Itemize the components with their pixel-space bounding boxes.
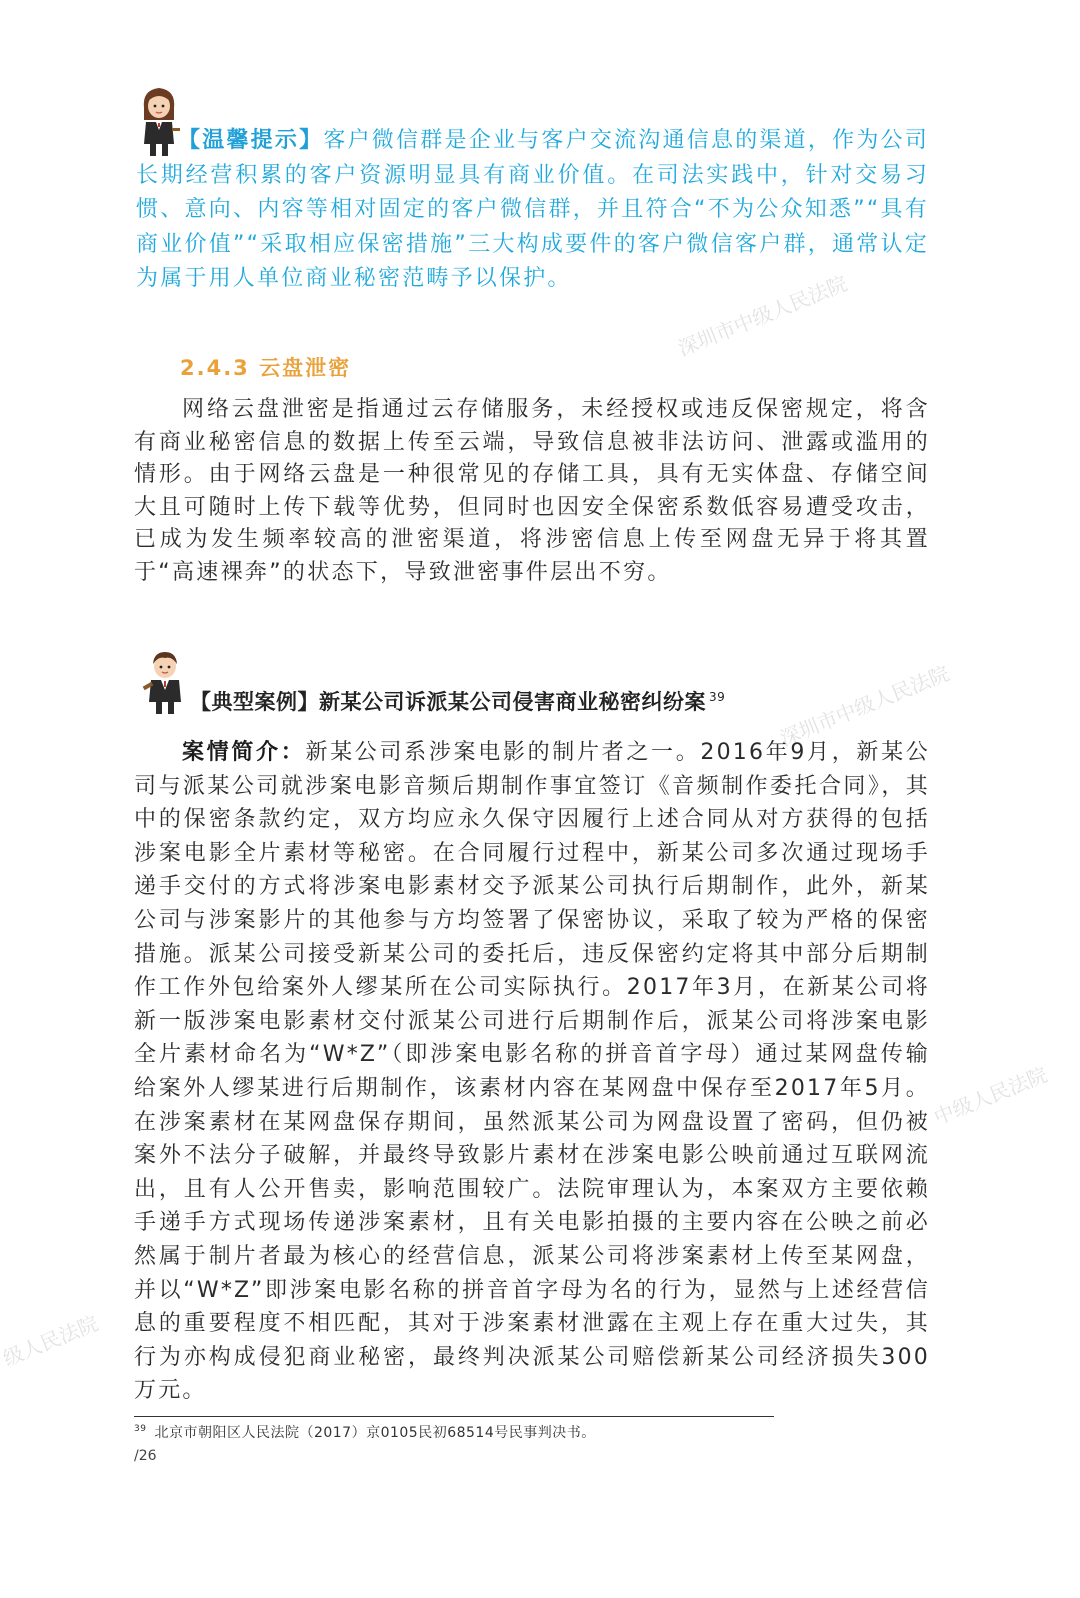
watermark: 深圳市中级人民法院	[674, 271, 851, 361]
case-label: 案情简介：	[182, 740, 306, 765]
watermark: 深圳市中级人民法院	[776, 661, 953, 751]
footnote-text: 北京市朝阳区人民法院（2017）京0105民初68514号民事判决书。	[154, 1425, 596, 1441]
watermark: 级人民法院	[0, 1311, 102, 1371]
footnote-divider	[134, 1416, 774, 1417]
case-paragraph	[134, 736, 930, 1408]
footnote-ref: 39	[709, 690, 726, 704]
tip-tag: 【温馨提示】	[178, 128, 324, 153]
section-paragraph: 网络云盘泄密是指通过云存储服务，未经授权或违反保密规定，将含有商业秘密信息的数据上传至云端，导致信息被非法访问、泄露或滥用的情形。由于网络云盘是一种很常见的存储工具，具有无实体盘、存储空间大且可随时上传下载等优势，但同时也因安全保密系数低容易遭受攻击，已成为发生频率较高的泄密渠道，将涉密信息上传至网盘无异于将其置于“高速裸奔”的状态下，导致泄密事件层出不穷。	[134, 397, 930, 585]
footnote	[134, 1422, 596, 1442]
watermark: 中级人民法院	[930, 1062, 1051, 1130]
case-heading	[190, 686, 725, 716]
tip-body: 客户微信群是企业与客户交流沟通信息的渠道，作为公司长期经营积累的客户资源明显具有商业价值。在司法实践中，针对交易习惯、意向、内容等相对固定的客户微信群，并且符合“不为公众知悉”“具有商业价值”“采取相应保密措施”三大构成要件的客户微信客户群，通常认定为属于用人单位商业秘密范畴予以保护。	[136, 128, 929, 291]
man-judge-icon	[142, 648, 188, 716]
case-title: 【典型案例】新某公司诉派某公司侵害商业秘密纠纷案	[190, 690, 706, 714]
tip-paragraph	[136, 124, 929, 297]
case-body: 新某公司系涉案电影的制片者之一。2016年9月，新某公司与派某公司就涉案电影音频后期制作事宜签订《音频制作委托合同》，其中的保密条款约定，双方均应永久保守因履行上述合同从对方获得的包括涉案电影全片素材等秘密。在合同履行过程中，新某公司多次通过现场手递手交付的方式将涉案电影素材交予派某公司执行后期制作，此外，新某公司与涉案影片的其他参与方均签署了保密协议，采取了较为严格的保密措施。派某公司接受新某公司的委托后，违反保密约定将其中部分后期制作工作外包给案外人缪某所在公司实际执行。2017年3月，在新某公司将新一版涉案电影素材交付派某公司进行后期制作后，派某公司将涉案电影全片素材命名为“W*Z”（即涉案电影名称的拼音首字母）通过某网盘传输给案外人缪某进行后期制作，该素材内容在某网盘中保存至2017年5月。在涉案素材在某网盘保存期间，虽然派某公司为网盘设置了密码，但仍被案外不法分子破解，并最终导致影片素材在涉案电影公映前通过互联网流出，且有人公开售卖，影响范围较广。法院审理认为，本案双方主要依赖手递手方式现场传递涉案素材，且有关电影拍摄的主要内容在公映之前必然属于制片者最为核心的经营信息，派某公司将涉案素材上传至某网盘，并以“W*Z”即涉案电影名称的拼音首字母为名的行为，显然与上述经营信息的重要程度不相匹配，其对于涉案素材泄露在主观上存在重大过失，其行为亦构成侵犯商业秘密，最终判决派某公司赔偿新某公司经济损失300万元。	[134, 740, 930, 1404]
footnote-number: 39	[134, 1424, 147, 1435]
section-heading: 2.4.3 云盘泄密	[180, 356, 352, 380]
page-number: /26	[134, 1448, 157, 1464]
